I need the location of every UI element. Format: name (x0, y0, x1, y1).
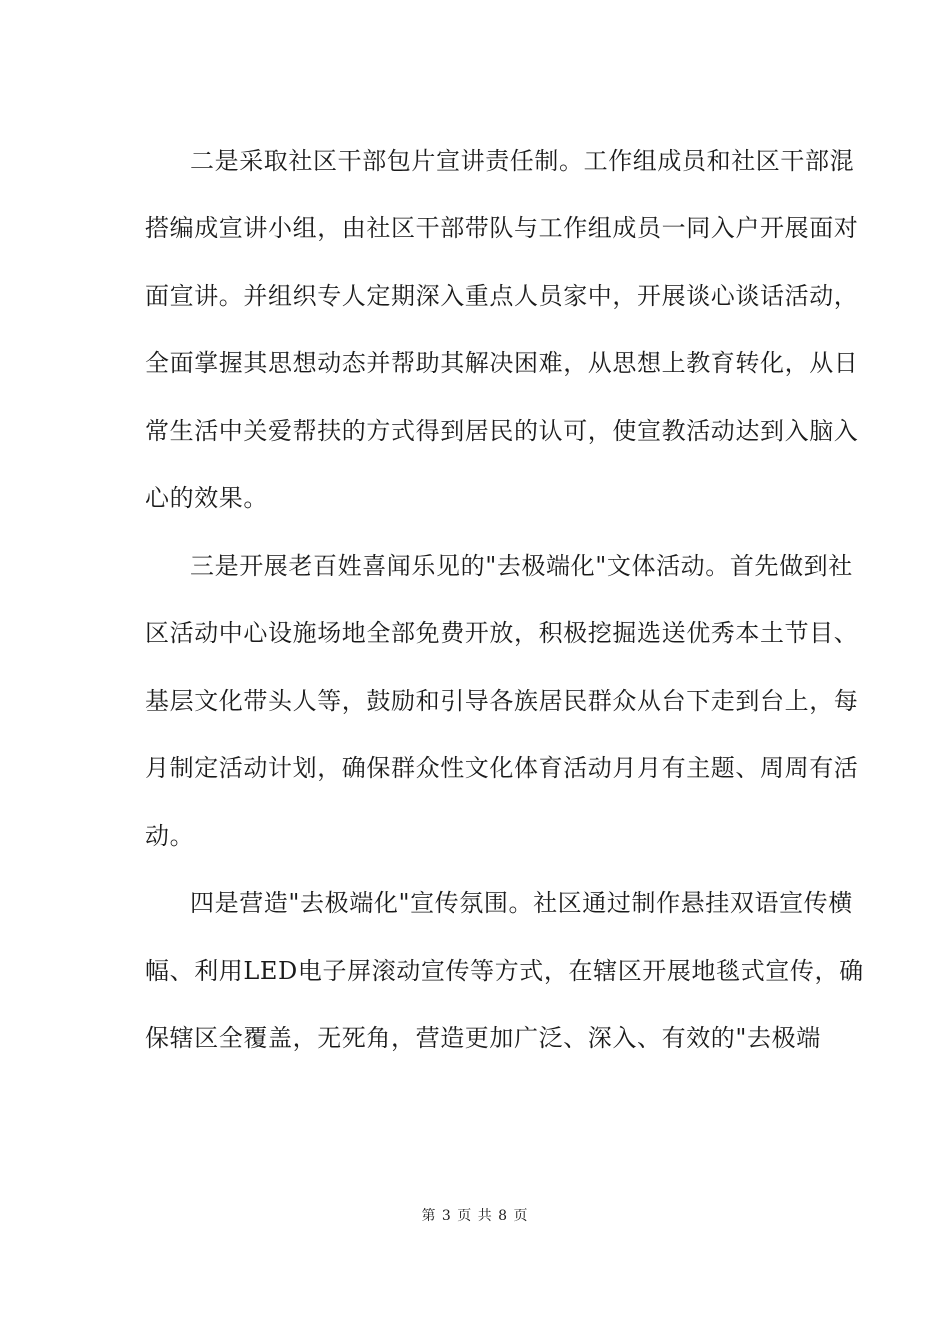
paragraph-1-line-3: 面宣讲。并组织专人定期深入重点人员家中，开展谈心谈话活动， (145, 282, 859, 310)
paragraph-1-line-1: 二是采取社区干部包片宣讲责任制。工作组成员和社区干部混 (190, 147, 855, 175)
paragraph-2-line-1: 三是开展老百姓喜闻乐见的"去极端化"文体活动。首先做到社 (190, 552, 853, 580)
paragraph-1-line-6: 心的效果。 (145, 484, 268, 512)
paragraph-2-line-3: 基层文化带头人等，鼓励和引导各族居民群众从台下走到台上，每 (145, 687, 859, 715)
paragraph-2-line-5: 动。 (145, 822, 195, 850)
footer-current-page: 3 (441, 1208, 452, 1224)
paragraph-3-line-2: 幅、利用LED电子屏滚动宣传等方式，在辖区开展地毯式宣传，确 (145, 957, 864, 985)
footer-middle: 页 共 (457, 1208, 493, 1224)
paragraph-1-line-2: 搭编成宣讲小组，由社区干部带队与工作组成员一同入户开展面对 (145, 214, 859, 242)
paragraph-2-line-4: 月制定活动计划，确保群众性文化体育活动月月有主题、周周有活 (145, 754, 859, 782)
paragraph-1-line-5: 常生活中关爱帮扶的方式得到居民的认可，使宣教活动达到入脑入 (145, 417, 859, 445)
paragraph-1-line-4: 全面掌握其思想动态并帮助其解决困难，从思想上教育转化，从日 (145, 349, 859, 377)
paragraph-3-line-1: 四是营造"去极端化"宣传氛围。社区通过制作悬挂双语宣传横 (190, 889, 853, 917)
footer-prefix: 第 (421, 1208, 437, 1224)
paragraph-2-line-2: 区活动中心设施场地全部免费开放，积极挖掘选送优秀本土节目、 (145, 619, 859, 647)
page-footer (0, 1206, 950, 1226)
paragraph-3-line-3: 保辖区全覆盖，无死角，营造更加广泛、深入、有效的"去极端 (145, 1024, 821, 1052)
footer-total-pages: 8 (498, 1208, 509, 1224)
footer-suffix: 页 (513, 1208, 529, 1224)
